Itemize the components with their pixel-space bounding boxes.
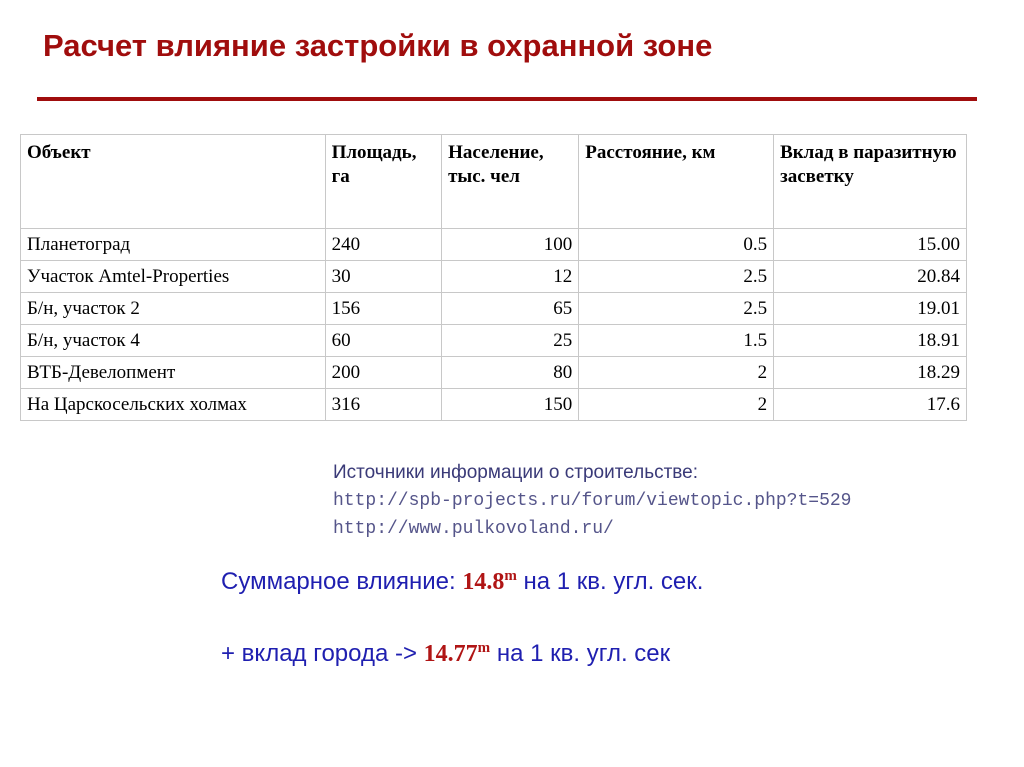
sources-label: Источники информации о строительстве:	[333, 462, 699, 483]
header-object: Объект	[21, 135, 326, 229]
page-title: Расчет влияние застройки в охранной зоне	[43, 28, 713, 63]
table-row	[21, 293, 967, 325]
cell-distance: 2.5	[579, 293, 774, 325]
cell-population: 12	[442, 261, 579, 293]
table-header-row	[21, 135, 967, 229]
cell-object: Участок Amtel-Properties	[21, 261, 326, 293]
cell-distance: 2.5	[579, 261, 774, 293]
cell-object: Б/н, участок 2	[21, 293, 326, 325]
cell-area: 60	[325, 325, 441, 357]
source-link[interactable]: http://www.pulkovoland.ru/	[333, 519, 614, 539]
cell-population: 25	[442, 325, 579, 357]
cell-object: На Царскосельских холмах	[21, 389, 326, 421]
cell-contribution: 20.84	[774, 261, 967, 293]
cell-area: 316	[325, 389, 441, 421]
table-row	[21, 261, 967, 293]
city-unit: m	[477, 640, 491, 656]
cell-area: 240	[325, 229, 441, 261]
summary-prefix: Суммарное влияние:	[221, 568, 463, 595]
cell-population: 80	[442, 357, 579, 389]
data-table	[20, 134, 967, 421]
header-contribution: Вклад в паразитную засветку	[774, 135, 967, 229]
cell-contribution: 19.01	[774, 293, 967, 325]
cell-distance: 2	[579, 357, 774, 389]
cell-object: ВТБ-Девелопмент	[21, 357, 326, 389]
summary-line	[221, 568, 703, 596]
table-row	[21, 389, 967, 421]
cell-distance: 2	[579, 389, 774, 421]
cell-population: 65	[442, 293, 579, 325]
cell-area: 156	[325, 293, 441, 325]
header-population: Население, тыс. чел	[442, 135, 579, 229]
cell-contribution: 15.00	[774, 229, 967, 261]
cell-object: Планетоград	[21, 229, 326, 261]
table-row	[21, 357, 967, 389]
header-area: Площадь, га	[325, 135, 441, 229]
sources-block	[333, 459, 851, 543]
city-contribution-line	[221, 640, 670, 668]
source-link[interactable]: http://spb-projects.ru/forum/viewtopic.php?t=529	[333, 491, 852, 511]
cell-object: Б/н, участок 4	[21, 325, 326, 357]
title-underline	[37, 97, 977, 101]
header-distance: Расстояние, км	[579, 135, 774, 229]
city-value: 14.77$^m$	[423, 640, 491, 667]
summary-value: 14.8$^m$	[462, 568, 517, 595]
cell-population: 100	[442, 229, 579, 261]
cell-area: 30	[325, 261, 441, 293]
cell-area: 200	[325, 357, 441, 389]
table-row	[21, 229, 967, 261]
summary-suffix: на 1 кв. угл. сек.	[516, 568, 704, 595]
table-row	[21, 325, 967, 357]
city-suffix: на 1 кв. угл. сек	[490, 640, 671, 667]
summary-unit: m	[504, 568, 517, 584]
cell-contribution: 17.6	[774, 389, 967, 421]
cell-distance: 0.5	[579, 229, 774, 261]
cell-contribution: 18.29	[774, 357, 967, 389]
city-prefix: + вклад города ->	[221, 640, 424, 667]
cell-contribution: 18.91	[774, 325, 967, 357]
cell-population: 150	[442, 389, 579, 421]
cell-distance: 1.5	[579, 325, 774, 357]
